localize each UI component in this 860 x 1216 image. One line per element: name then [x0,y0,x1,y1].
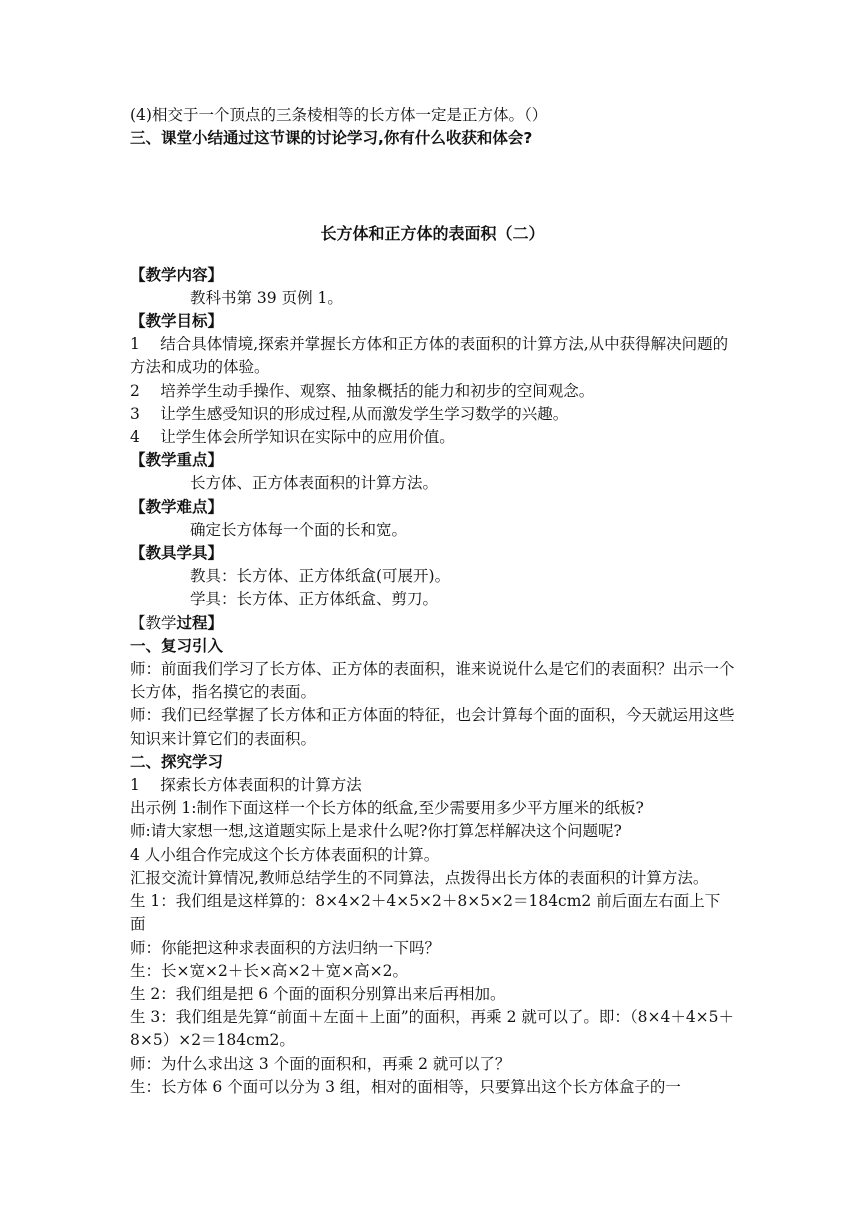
heading-key: 【教学重点】 [130,451,224,470]
paragraph-11: 生 2：我们组是把 6 个面的面积分别算出来后再相加。 [130,984,506,1003]
question-4: (4)相交于一个顶点的三条棱相等的长方体一定是正方体。（） [130,106,548,124]
content-text: 教科书第 39 页例 1。 [190,288,343,307]
goal-2: 2 培养学生动手操作、观察、抽象概括的能力和初步的空间观念。 [130,381,595,400]
heading-content: 【教学内容】 [130,265,224,284]
paragraph-1: 师：前面我们学习了长方体、正方体的表面积，谁来说说什么是它们的表面积？出示一个长方体，指名摸它的表面。 [130,660,735,702]
paragraph-6: 4 人小组合作完成这个长方体表面积的计算。 [130,845,440,864]
paragraph-7: 汇报交流计算情况,教师总结学生的不同算法，点拨得出长方体的表面积的计算方法。 [130,868,709,887]
heading-process-suffix: 过程】 [176,613,224,632]
paragraph-3: 1 探索长方体表面积的计算方法 [130,776,362,795]
lesson-title: 长方体和正方体的表面积（二） [320,224,545,244]
paragraph-4: 出示例 1:制作下面这样一个长方体的纸盒,至少需要用多少平方厘米的纸板? [130,799,644,818]
teacher-tools: 教具：长方体、正方体纸盒(可展开)。 [190,567,451,586]
goal-3: 3 让学生感受知识的形成过程,从而激发学生学习数学的兴趣。 [130,404,569,423]
paragraph-5: 师:请大家想一想,这道题实际上是求什么呢?你打算怎样解决这个问题呢? [130,822,622,841]
section-summary: 三、课堂小结通过这节课的讨论学习,你有什么收获和体会? [130,129,533,148]
student-tools: 学具：长方体、正方体纸盒、剪刀。 [190,590,439,609]
heading-process-prefix: 【教学 [130,613,177,632]
difficulty-text: 确定长方体每一个面的长和宽。 [190,520,408,539]
paragraph-12: 生 3：我们组是先算“前面＋左面＋上面”的面积，再乘 2 就可以了。即：（8×4＋4×5＋8×5）×2＝184cm2。 [130,1008,735,1050]
document-body [130,104,735,1099]
key-text: 长方体、正方体表面积的计算方法。 [190,474,439,493]
paragraph-13: 师：为什么求出这 3 个面的面积和，再乘 2 就可以了？ [130,1054,511,1073]
paragraph-8: 生 1：我们组是这样算的：8×4×2＋4×5×2＋8×5×2＝184cm2 前后面左右面上下面 [130,892,721,934]
heading-tools: 【教具学具】 [130,544,224,563]
heading-difficulty: 【教学难点】 [130,497,224,516]
paragraph-2: 师：我们已经掌握了长方体和正方体面的特征，也会计算每个面的面积，今天就运用这些知识来计算它们的表面积。 [130,706,735,748]
paragraph-10: 生：长×宽×2＋长×高×2＋宽×高×2。 [130,961,409,980]
paragraph-9: 师：你能把这种求表面积的方法归纳一下吗？ [130,938,441,957]
paragraph-14: 生：长方体 6 个面可以分为 3 组，相对的面相等，只要算出这个长方体盒子的一 [130,1077,681,1096]
goal-1: 1 结合具体情境,探索并掌握长方体和正方体的表面积的计算方法,从中获得解决问题的方法和成功的体验。 [130,335,729,377]
section-review: 一、复习引入 [130,636,224,655]
goal-4: 4 让学生体会所学知识在实际中的应用价值。 [130,428,455,447]
heading-process [130,612,735,635]
section-explore: 二、探究学习 [130,752,224,771]
heading-goals: 【教学目标】 [130,312,224,331]
